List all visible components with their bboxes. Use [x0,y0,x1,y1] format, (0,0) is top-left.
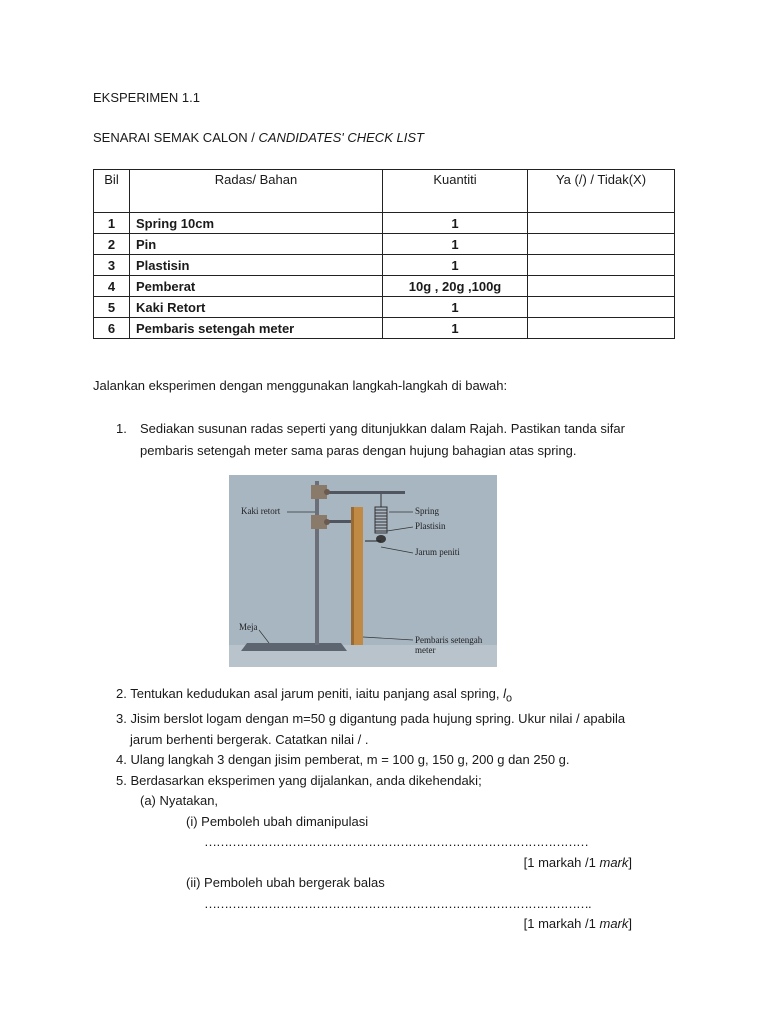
mark-2-text: [1 markah /1 [523,916,600,932]
row-bil: 6 [94,318,130,339]
step-5: 5. Berdasarkan eksperimen yang dijalankan, anda dikehendaki; [116,772,482,788]
table-row [94,213,675,234]
steps-list [116,684,676,935]
row-qty: 1 [383,213,528,234]
row-item: Plastisin [130,255,383,276]
row-item: Pemberat [130,276,383,297]
row-check-cell[interactable] [528,234,675,255]
mark-1-italic: mark [599,854,629,870]
step-1-text: Sediakan susunan radas seperti yang ditunjukkan dalam Rajah. Pastikan tanda sifar pembaris setengah meter sama paras dengan hujung bahagian atas spring. [140,421,625,458]
mark-1-end: ] [628,854,632,870]
apparatus-figure [229,475,497,667]
mark-2-italic: mark [599,916,629,932]
step-1 [116,418,676,462]
checklist-heading-main: SENARAI SEMAK CALON / [93,130,259,145]
instruction-text: Jalankan eksperimen dengan menggunakan langkah-langkah di bawah: [93,378,508,393]
row-qty: 10g , 20g ,100g [383,276,528,297]
step-5a: (a) Nyatakan, [140,793,219,809]
row-check-cell[interactable] [528,255,675,276]
row-bil: 5 [94,297,130,318]
row-item: Kaki Retort [130,297,383,318]
mark-2-end: ] [628,916,632,932]
label-pembaris-1: Pembaris setengah [415,635,483,645]
step-3b: jarum berhenti bergerak. Catatkan nilai / . [130,731,369,747]
document-title: EKSPERIMEN 1.1 [93,90,200,105]
row-qty: 1 [383,318,528,339]
step-5a-ii: (ii) Pemboleh ubah bergerak balas [186,875,385,891]
row-item: Spring 10cm [130,213,383,234]
label-pembaris-2: meter [415,645,436,655]
step-2-symbol: l [503,686,507,701]
row-item: Pin [130,234,383,255]
label-jarum-peniti: Jarum peniti [415,547,460,557]
label-meja: Meja [239,622,258,632]
row-check-cell[interactable] [528,213,675,234]
label-plastisin: Plastisin [415,521,446,531]
mark-1-text: [1 markah /1 [523,854,600,870]
row-bil: 1 [94,213,130,234]
row-check-cell[interactable] [528,318,675,339]
header-bil: Bil [94,170,130,213]
row-bil: 3 [94,255,130,276]
row-qty: 1 [383,255,528,276]
row-qty: 1 [383,297,528,318]
step-2-subscript: o [506,692,513,705]
table-row [94,234,675,255]
step-1-number: 1. [116,421,127,436]
mark-2 [116,914,676,935]
table-row [94,297,675,318]
row-item: Pembaris setengah meter [130,318,383,339]
checklist-heading [93,130,424,145]
row-qty: 1 [383,234,528,255]
checklist-heading-italic: CANDIDATES' CHECK LIST [258,130,424,145]
label-spring: Spring [415,506,440,516]
table-row [94,318,675,339]
row-bil: 4 [94,276,130,297]
answer-line-2[interactable]: ……………………………………………………………………………………. [204,895,591,911]
step-4: 4. Ulang langkah 3 dengan jisim pemberat, m = 100 g, 150 g, 200 g dan 250 g. [116,752,570,768]
header-ya-tidak: Ya (/) / Tidak(X) [528,170,675,213]
row-check-cell[interactable] [528,276,675,297]
row-bil: 2 [94,234,130,255]
row-check-cell[interactable] [528,297,675,318]
table-row [94,255,675,276]
step-3a: 3. Jisim berslot logam dengan m=50 g digantung pada hujung spring. Ukur nilai / apabila [116,711,626,727]
step-5a-i: (i) Pemboleh ubah dimanipulasi [186,813,369,829]
label-kaki-retort: Kaki retort [241,506,281,516]
checklist-table [93,169,675,339]
apparatus-diagram [229,475,497,667]
table-row [94,276,675,297]
step-2 [116,684,676,709]
table-header-row [94,170,675,213]
header-radas: Radas/ Bahan [130,170,383,213]
step-2-text: 2. Tentukan kedudukan asal jarum peniti, iaitu panjang asal spring, [116,686,504,701]
answer-line-1[interactable]: …………………………………………………………………………………… [204,834,588,850]
header-kuantiti: Kuantiti [383,170,528,213]
mark-1 [116,853,676,874]
